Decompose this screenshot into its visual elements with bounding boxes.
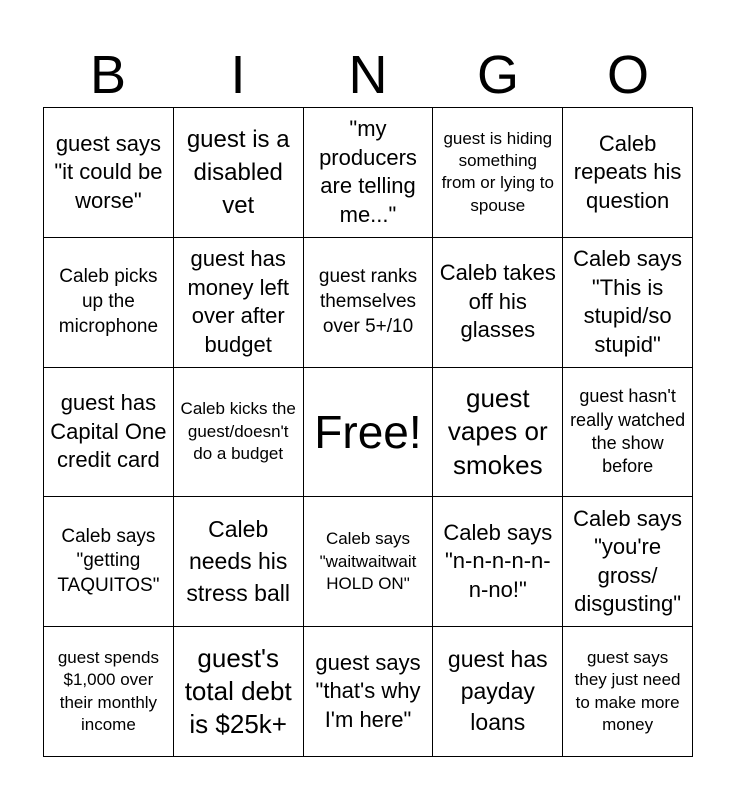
bingo-cell-5-2[interactable]: guest's total debt is $25k+ [174,627,304,757]
bingo-cell-3-4[interactable]: guest vapes or smokes [433,368,563,498]
bingo-cell-5-1[interactable]: guest spends $1,000 over their monthly income [44,627,174,757]
header-letter-i: I [230,45,246,105]
bingo-cell-4-3[interactable]: Caleb says "waitwaitwait HOLD ON" [304,497,434,627]
bingo-cell-1-3[interactable]: "my producers are telling me..." [304,108,434,238]
bingo-cell-2-1[interactable]: Caleb picks up the microphone [44,238,174,368]
bingo-cell-free[interactable]: Free! [304,368,434,498]
bingo-cell-2-4[interactable]: Caleb takes off his glasses [433,238,563,368]
bingo-cell-3-2[interactable]: Caleb kicks the guest/doesn't do a budget [174,368,304,498]
bingo-cell-4-2[interactable]: Caleb needs his stress ball [174,497,304,627]
bingo-cell-2-5[interactable]: Caleb says "This is stupid/so stupid" [563,238,693,368]
bingo-cell-5-5[interactable]: guest says they just need to make more money [563,627,693,757]
bingo-cell-2-3[interactable]: guest ranks themselves over 5+/10 [304,238,434,368]
bingo-cell-4-5[interactable]: Caleb says "you're gross/ disgusting" [563,497,693,627]
header-letter-b: B [89,45,127,105]
bingo-cell-1-5[interactable]: Caleb repeats his question [563,108,693,238]
header-letter-n: N [348,45,388,105]
bingo-cell-3-5[interactable]: guest hasn't really watched the show before [563,368,693,498]
bingo-cell-1-2[interactable]: guest is a disabled vet [174,108,304,238]
bingo-header [43,44,693,106]
header-letter-g: G [476,45,519,105]
bingo-grid [43,107,693,757]
bingo-cell-1-1[interactable]: guest says "it could be worse" [44,108,174,238]
bingo-cell-5-3[interactable]: guest says "that's why I'm here" [304,627,434,757]
header-letter-o: O [606,45,649,105]
bingo-cell-1-4[interactable]: guest is hiding something from or lying to spouse [433,108,563,238]
bingo-cell-5-4[interactable]: guest has payday loans [433,627,563,757]
bingo-cell-3-1[interactable]: guest has Capital One credit card [44,368,174,498]
bingo-cell-4-4[interactable]: Caleb says "n-n-n-n-n-n-no!" [433,497,563,627]
bingo-cell-2-2[interactable]: guest has money left over after budget [174,238,304,368]
bingo-cell-4-1[interactable]: Caleb says "getting TAQUITOS" [44,497,174,627]
